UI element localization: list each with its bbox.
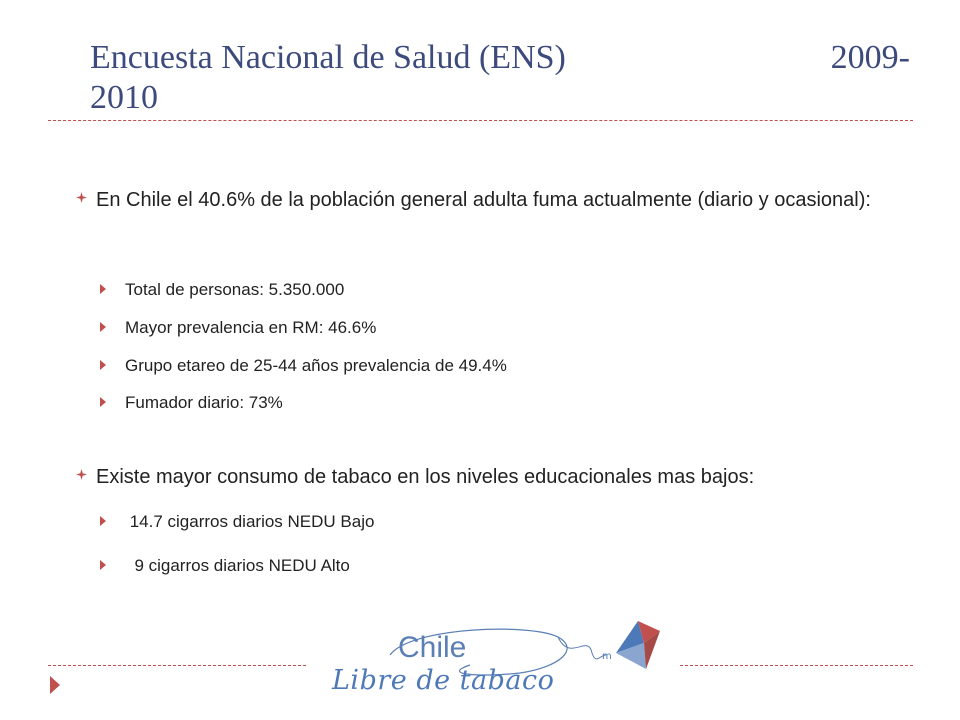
title-divider (48, 120, 913, 121)
title-year-start: 2009- (830, 39, 910, 76)
footer-divider-left (48, 665, 306, 666)
diamond-bullet-icon (76, 192, 87, 203)
bullet-smoking-prevalence (76, 188, 916, 212)
logo-libre-text: Libre de tabaco (332, 665, 555, 696)
bullet-text: Existe mayor consumo de tabaco en los niveles educacionales mas bajos: (96, 466, 755, 488)
triangle-bullet-icon (100, 322, 106, 332)
sub-bullet (100, 512, 374, 532)
sub-bullet (100, 393, 283, 413)
triangle-bullet-icon (100, 516, 106, 526)
sub-bullet (100, 280, 344, 300)
chile-libre-de-tabaco-logo (330, 615, 670, 705)
sub-bullet (100, 318, 376, 338)
sub-bullet-text: 9 cigarros diarios NEDU Alto (125, 556, 350, 575)
sub-bullet-text: Fumador diario: 73% (125, 393, 283, 412)
sub-bullet-text: Grupo etareo de 25-44 años prevalencia de 49.4% (125, 356, 507, 375)
bullet-education-level (76, 465, 916, 489)
sub-bullet-text: Mayor prevalencia en RM: 46.6% (125, 318, 377, 337)
triangle-bullet-icon (100, 360, 106, 370)
slide-title (90, 38, 910, 118)
corner-triangle-icon (50, 676, 60, 694)
bullet-text: En Chile el 40.6% de la población general adulta fuma actualmente (diario y ocasional): (96, 189, 871, 211)
sub-bullet (100, 356, 507, 376)
svg-text:m: m (602, 651, 612, 662)
title-line2: 2010 (90, 79, 158, 116)
title-line1: Encuesta Nacional de Salud (ENS) (90, 39, 566, 76)
triangle-bullet-icon (100, 284, 106, 294)
sub-bullet-text: Total de personas: 5.350.000 (125, 280, 345, 299)
sub-bullet-text: 14.7 cigarros diarios NEDU Bajo (125, 512, 375, 531)
sub-bullet (100, 556, 350, 576)
triangle-bullet-icon (100, 397, 106, 407)
logo-chile-text: Chile (398, 631, 467, 664)
triangle-bullet-icon (100, 560, 106, 570)
diamond-bullet-icon (76, 469, 87, 480)
footer-divider-right (680, 665, 913, 666)
